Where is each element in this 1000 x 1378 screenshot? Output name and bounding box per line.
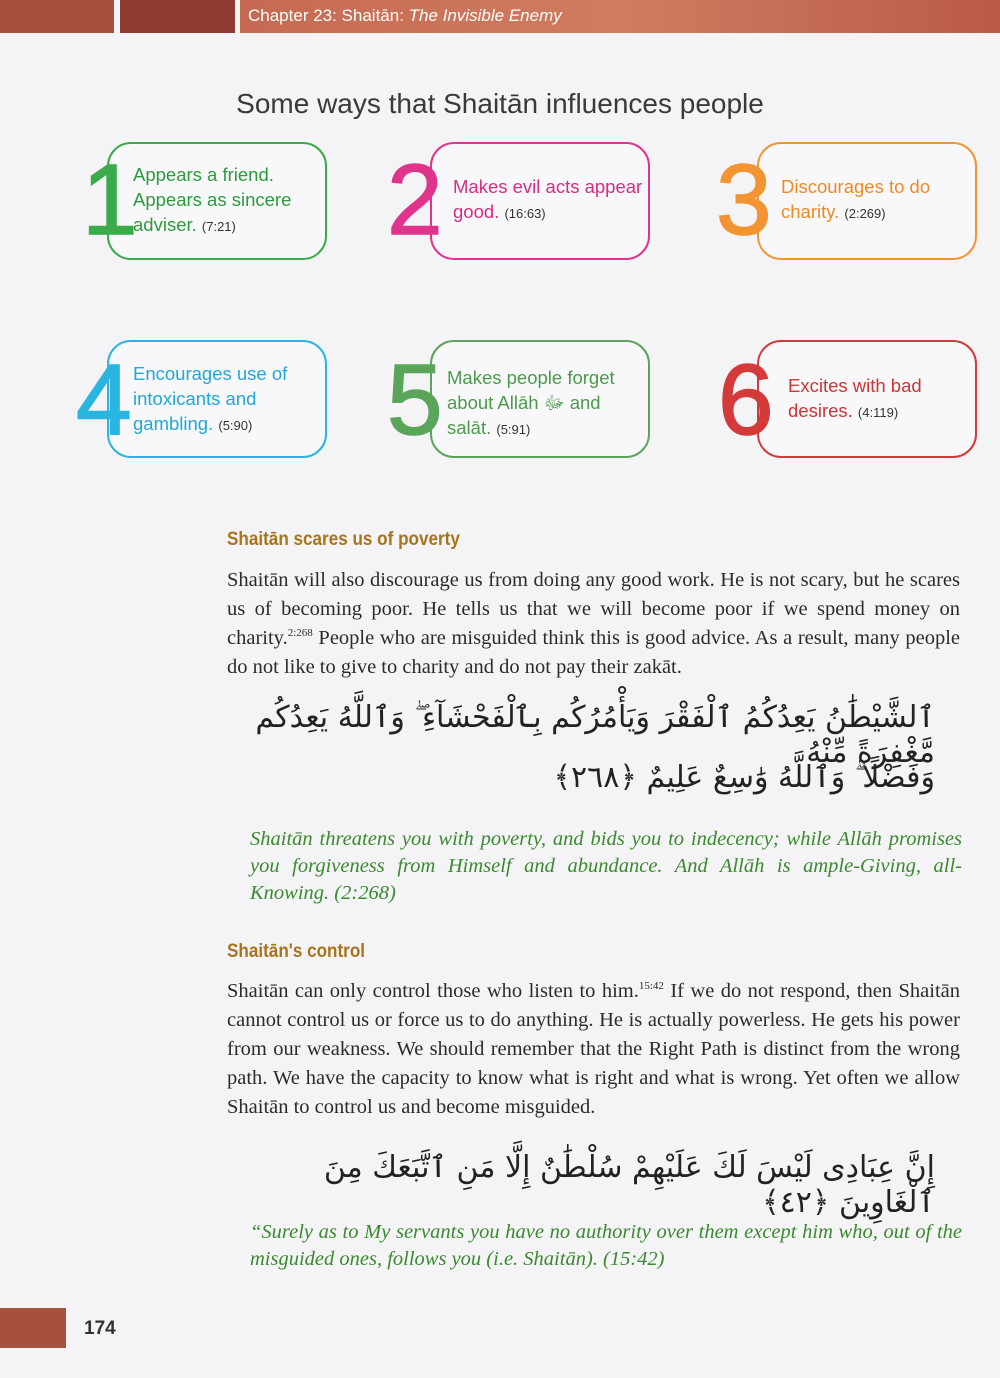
card-number-4: 4 [76,344,132,456]
card-text-5: Makes people forget about Allāh ﷻ and salāt. (5:91) [447,367,615,438]
poverty-heading: Shaitān scares us of poverty [227,529,460,550]
control-heading: Shaitān's control [227,941,366,962]
card-text-3: Discourages to do charity. (2:269) [781,176,931,222]
card-number-1: 1 [82,144,138,256]
header-accent-block-dark [120,0,235,33]
arabic-verse-15-42: إِنَّ عِبَادِى لَيْسَ لَكَ عَلَيْهِمْ سُلْطَٰنٌ إِلَّا مَنِ ٱتَّبَعَكَ مِنَ ٱلْغَاوِينَ ﴿٤٢﴾ [323,1150,935,1220]
card-text-1: Appears a friend. Appears as sincere adviser. (7:21) [133,164,292,235]
card-number-2: 2 [387,144,443,256]
section-title: Some ways that Shaitān influences people [236,88,764,119]
card-text-6: Excites with bad desires. (4:119) [788,375,922,421]
card-text-2: Makes evil acts appear good. (16:63) [453,176,643,222]
page-number: 174 [84,1318,116,1339]
control-paragraph: Shaitān can only control those who listen to him.$^{15:42}$ If we do not respond, then Shaitān cannot control us or force us to do anything. He is actually powerless. He gets his power from our weakness. We should remember that the Right Path is distinct from the wrong path. We have the capacity to know what is right and what is wrong. Yet often we allow Shaitān to control us and become misguided. [227,980,960,1119]
card-number-5: 5 [387,344,443,456]
poverty-paragraph: Shaitān will also discourage us from doing any good work. He is not scary, but he scares us of becoming poor. He tells us that we will become poor if we spend money on charity.$^{2:268}$ People who are misguided think this is good advice. As a result, many people do not like to give to charity and do not pay their zakāt. [227,569,960,679]
card-number-6: 6 [718,344,774,456]
translation-15-42: “Surely as to My servants you have no authority over them except him who, out of the misguided ones, follows you (i.e. Shaitān). (15:42) [250,1221,962,1271]
header-accent-block [0,0,114,33]
arabic-verse-2-268-line-2: وَفَضْلًا ۗ وَٱللَّهُ وَٰسِعٌ عَلِيمٌ ﴿٢٦٨﴾ [553,760,935,795]
translation-2-268: Shaitān threatens you with poverty, and bids you to indecency; while Allāh promises you forgiveness from Himself and abundance. And Allāh is ample-Giving, all-Knowing. (2:268) [250,828,962,905]
footer-accent-bar [0,1308,66,1348]
card-number-3: 3 [716,144,772,256]
chapter-title: Chapter 23: Shaitān: The Invisible Enemy [248,6,562,25]
arabic-verse-2-268-line-1: ٱلشَّيْطَٰنُ يَعِدُكُمُ ٱلْفَقْرَ وَيَأْمُرُكُم بِٱلْفَحْشَآءِ ۖ وَٱللَّهُ يَعِدُكُم مَّغْفِرَةً مِّنْهُ [255,700,935,770]
card-text-4: Encourages use of intoxicants and gambling. (5:90) [133,363,288,434]
